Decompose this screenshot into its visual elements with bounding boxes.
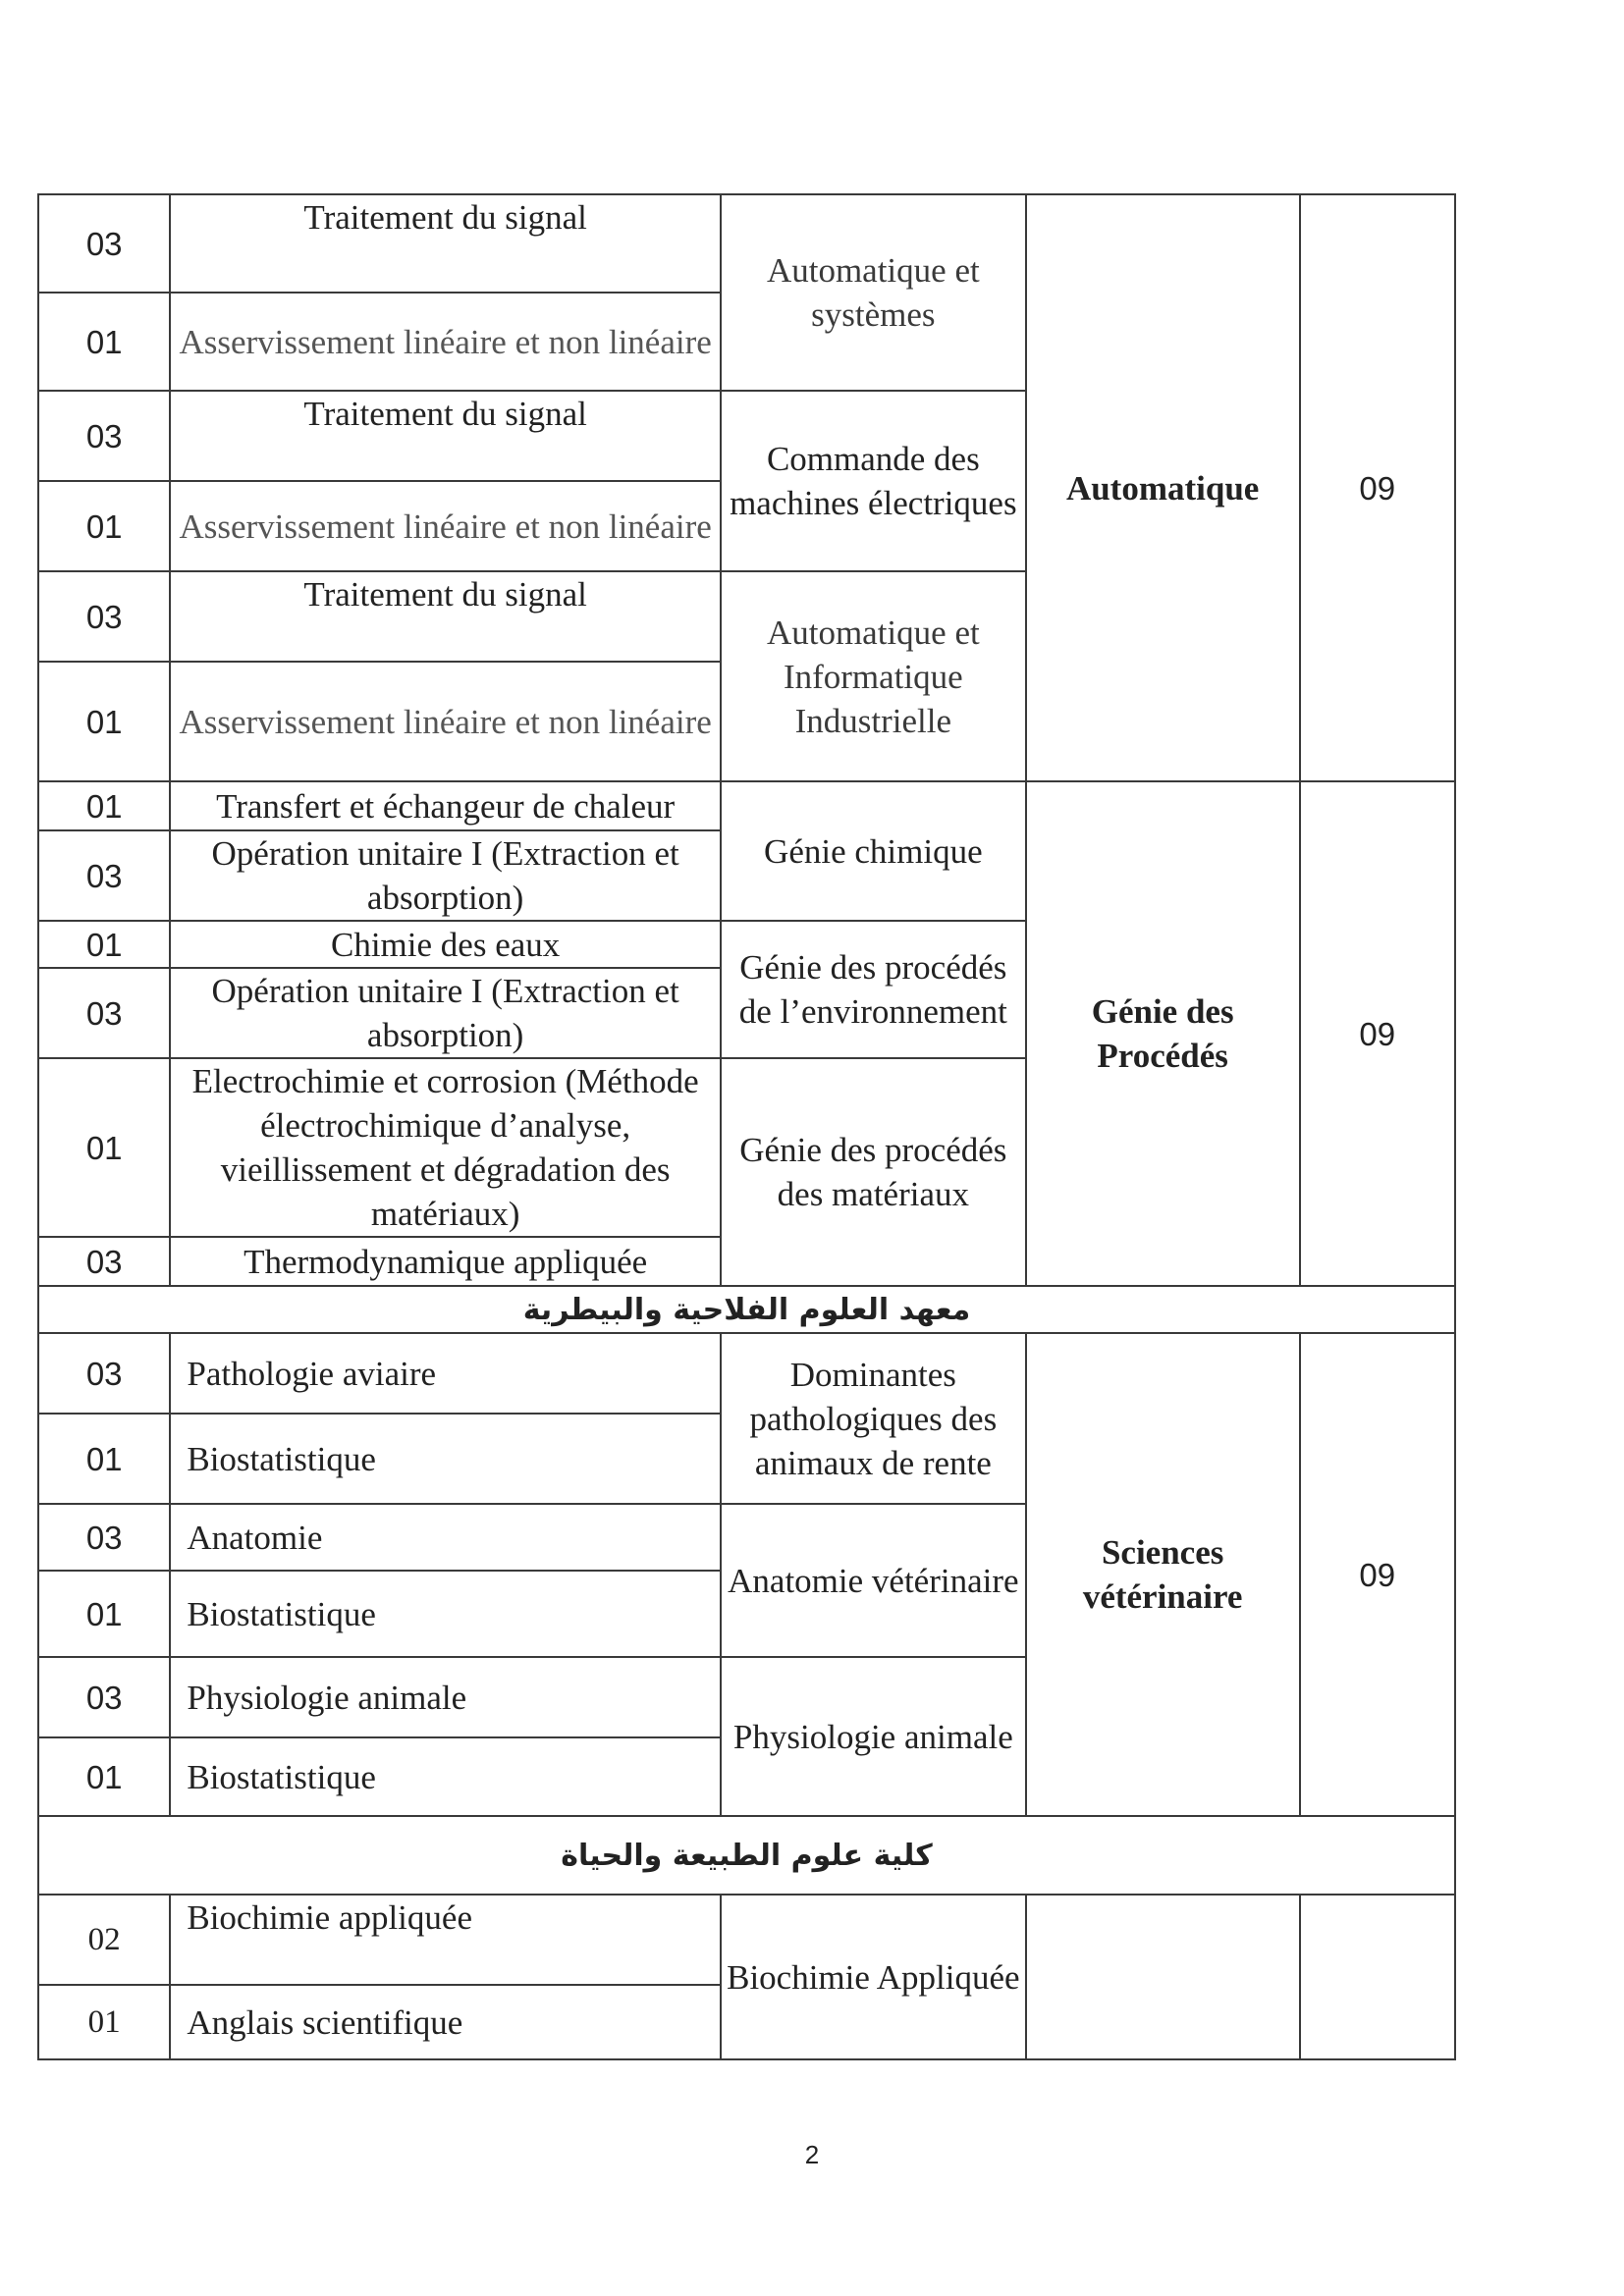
subject-cell: Anglais scientifique xyxy=(170,1985,721,2059)
subject-cell: Asservissement linéaire et non linéaire xyxy=(170,481,721,571)
coef-cell: 03 xyxy=(38,1333,170,1414)
points-cell: 09 xyxy=(1300,194,1455,781)
subject-cell: Traitement du signal xyxy=(170,571,721,662)
coef-cell: 03 xyxy=(38,1657,170,1737)
coef-cell: 01 xyxy=(38,1058,170,1237)
section-title: كلية علوم الطبيعة والحياة xyxy=(38,1816,1455,1895)
speciality-cell: Anatomie vétérinaire xyxy=(721,1504,1026,1657)
subject-cell: Pathologie aviaire xyxy=(170,1333,721,1414)
speciality-cell: Dominantes pathologiques des animaux de rente xyxy=(721,1333,1026,1504)
subject-cell: Traitement du signal xyxy=(170,194,721,293)
subject-cell: Electrochimie et corrosion (Méthode électrochimique d’analyse, vieillissement et dégradation des matériaux) xyxy=(170,1058,721,1237)
coef-cell: 02 xyxy=(38,1895,170,1985)
section-row xyxy=(38,1816,1455,1895)
points-cell-empty xyxy=(1300,1895,1455,2059)
coef-cell: 03 xyxy=(38,571,170,662)
filiere-cell-empty xyxy=(1026,1895,1300,2059)
filiere-cell: Génie des Procédés xyxy=(1026,781,1300,1286)
points-cell: 09 xyxy=(1300,781,1455,1286)
speciality-cell: Génie des procédés de l’environnement xyxy=(721,921,1026,1058)
coef-cell: 01 xyxy=(38,781,170,830)
table-row xyxy=(38,1333,1455,1414)
coef-cell: 03 xyxy=(38,968,170,1058)
points-cell: 09 xyxy=(1300,1333,1455,1816)
speciality-cell: Automatique et Informatique Industrielle xyxy=(721,571,1026,781)
speciality-cell: Génie chimique xyxy=(721,781,1026,921)
coef-cell: 01 xyxy=(38,293,170,391)
table-row xyxy=(38,194,1455,293)
table-row xyxy=(38,1895,1455,1985)
filiere-cell: Automatique xyxy=(1026,194,1300,781)
table-row xyxy=(38,781,1455,830)
subject-cell: Opération unitaire I (Extraction et absorption) xyxy=(170,968,721,1058)
coefficients-table xyxy=(37,193,1456,2060)
coef-cell: 03 xyxy=(38,391,170,481)
coef-cell: 01 xyxy=(38,921,170,968)
subject-cell: Anatomie xyxy=(170,1504,721,1571)
subject-cell: Biostatistique xyxy=(170,1737,721,1816)
page-number: 2 xyxy=(804,2140,820,2169)
coef-cell: 01 xyxy=(38,481,170,571)
coef-cell: 01 xyxy=(38,1414,170,1504)
coef-cell: 03 xyxy=(38,1504,170,1571)
coef-cell: 01 xyxy=(38,1571,170,1657)
coef-cell: 01 xyxy=(38,662,170,781)
speciality-cell: Commande des machines électriques xyxy=(721,391,1026,571)
coef-cell: 03 xyxy=(38,194,170,293)
subject-cell: Opération unitaire I (Extraction et absorption) xyxy=(170,830,721,921)
filiere-cell: Sciences vétérinaire xyxy=(1026,1333,1300,1816)
speciality-cell: Génie des procédés des matériaux xyxy=(721,1058,1026,1286)
subject-cell: Physiologie animale xyxy=(170,1657,721,1737)
section-title: معهد العلوم الفلاحية والبيطرية xyxy=(38,1286,1455,1333)
coef-cell: 03 xyxy=(38,1237,170,1286)
section-row xyxy=(38,1286,1455,1333)
coef-cell: 03 xyxy=(38,830,170,921)
speciality-cell: Physiologie animale xyxy=(721,1657,1026,1816)
speciality-cell: Automatique et systèmes xyxy=(721,194,1026,391)
subject-cell: Thermodynamique appliquée xyxy=(170,1237,721,1286)
subject-cell: Asservissement linéaire et non linéaire xyxy=(170,662,721,781)
subject-cell: Biostatistique xyxy=(170,1571,721,1657)
subject-cell: Transfert et échangeur de chaleur xyxy=(170,781,721,830)
subject-cell: Biochimie appliquée xyxy=(170,1895,721,1985)
subject-cell: Chimie des eaux xyxy=(170,921,721,968)
speciality-cell: Biochimie Appliquée xyxy=(721,1895,1026,2059)
coef-cell: 01 xyxy=(38,1737,170,1816)
subject-cell: Asservissement linéaire et non linéaire xyxy=(170,293,721,391)
coef-cell: 01 xyxy=(38,1985,170,2059)
subject-cell: Traitement du signal xyxy=(170,391,721,481)
subject-cell: Biostatistique xyxy=(170,1414,721,1504)
